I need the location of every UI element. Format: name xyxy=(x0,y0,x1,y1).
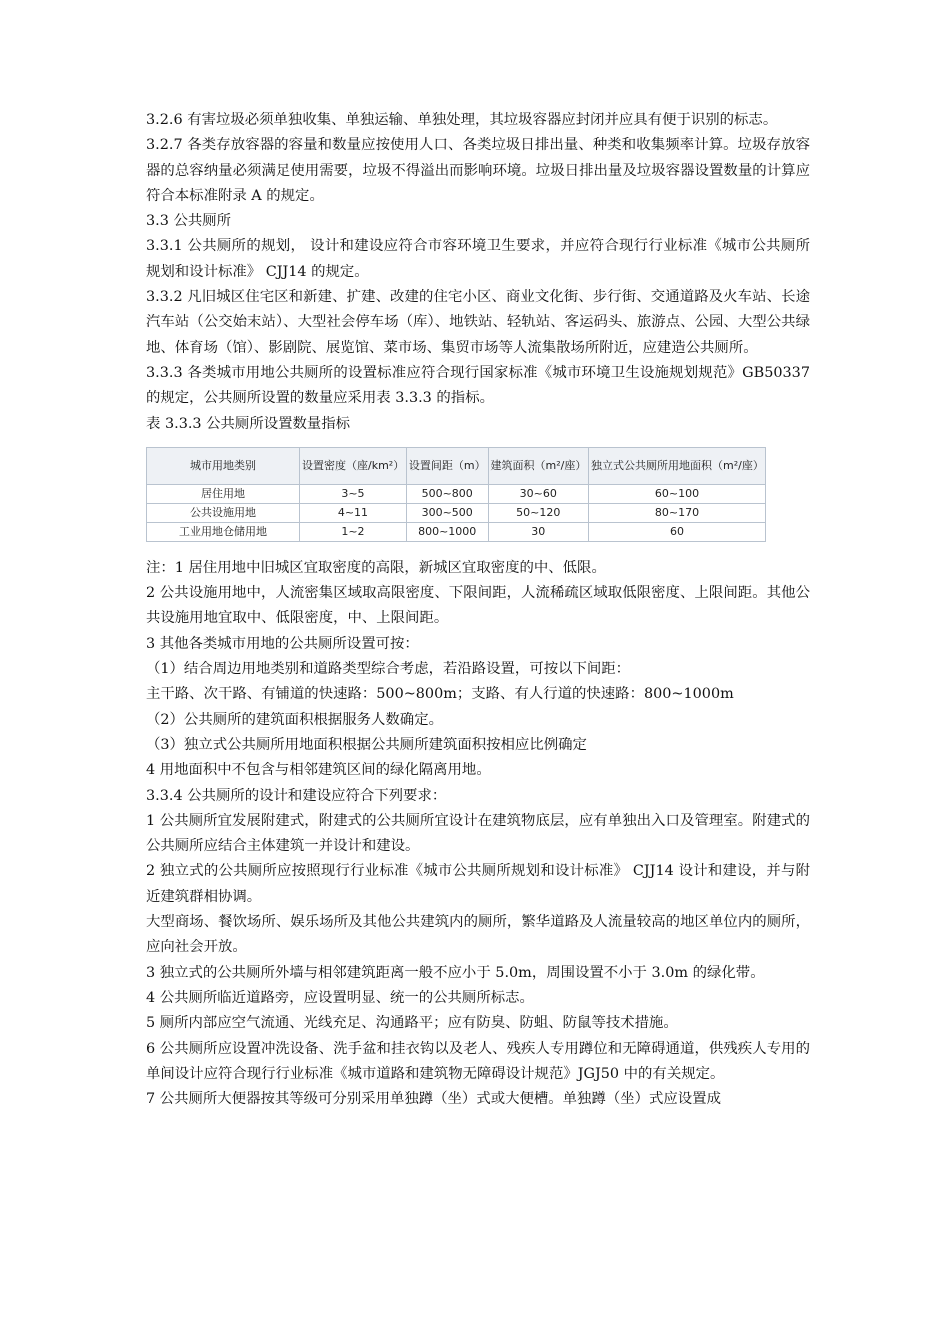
table-header-cell: 设置间距（m） xyxy=(406,447,488,484)
table-cell: 30~60 xyxy=(488,484,589,503)
table-caption: 表 3.3.3 公共厕所设置数量指标 xyxy=(146,415,351,432)
table-cell: 60~100 xyxy=(589,484,766,503)
document-page xyxy=(146,108,810,1112)
requirement-2-detail: 大型商场、餐饮场所、娱乐场所及其他公共建筑内的厕所，繁华道路及人流量较高的地区单位内的厕所，应向社会开放。 xyxy=(146,914,810,956)
table-header-cell: 设置密度（座/km²） xyxy=(300,447,407,484)
table-cell: 300~500 xyxy=(406,503,488,522)
note-1: 注：1 居住用地中旧城区宜取密度的高限，新城区宜取密度的中、低限。 xyxy=(146,559,606,576)
paragraph-3-3-4: 3.3.4 公共厕所的设计和建设应符合下列要求： xyxy=(146,787,447,804)
paragraph-3-3-1: 3.3.1 公共厕所的规划， 设计和建设应符合市容环境卫生要求，并应符合现行行业标准《城市公共厕所规划和设计标准》 CJJ14 的规定。 xyxy=(146,238,810,280)
note-3-item-3: （3）独立式公共厕所用地面积根据公共厕所建筑面积按相应比例确定 xyxy=(146,736,587,753)
table-row xyxy=(147,484,766,503)
table-cell: 3~5 xyxy=(300,484,407,503)
requirement-7: 7 公共厕所大便器按其等级可分别采用单独蹲（坐）式或大便槽。单独蹲（坐）式应设置成 xyxy=(146,1091,721,1108)
requirement-3: 3 独立式的公共厕所外墙与相邻建筑距离一般不应小于 5.0m，周围设置不小于 3.0m 的绿化带。 xyxy=(146,964,765,981)
requirement-1: 1 公共厕所宜发展附建式，附建式的公共厕所宜设计在建筑物底层，应有单独出入口及管理室。附建式的公共厕所应结合主体建筑一并设计和建设。 xyxy=(146,812,810,855)
note-3: 3 其他各类城市用地的公共厕所设置可按： xyxy=(146,635,419,652)
note-3-item-2: （2）公共厕所的建筑面积根据服务人数确定。 xyxy=(146,711,443,728)
table-cell: 800~1000 xyxy=(406,522,488,541)
toilet-quota-table xyxy=(146,447,766,542)
paragraph-3-2-7: 3.2.7 各类存放容器的容量和数量应按使用人口、各类垃圾日排出量、种类和收集频率计算。垃圾存放容器的总容纳量必须满足使用需要，垃圾不得溢出而影响环境。垃圾日排出量及垃圾容器设置数量的计算应符合本标准附录 A 的规定。 xyxy=(146,137,810,204)
table-header-cell: 独立式公共厕所用地面积（m²/座） xyxy=(589,447,766,484)
table-cell: 居住用地 xyxy=(147,484,300,503)
requirement-4: 4 公共厕所临近道路旁，应设置明显、统一的公共厕所标志。 xyxy=(146,989,534,1006)
note-3-item-1: （1）结合周边用地类别和道路类型综合考虑，若沿路设置，可按以下间距： xyxy=(146,661,631,678)
paragraph-3-3-2: 3.3.2 凡旧城区住宅区和新建、扩建、改建的住宅小区、商业文化街、步行街、交通道路及火车站、长途汽车站（公交始末站）、大型社会停车场（库）、地铁站、轻轨站、客运码头、旅游点、公园、大型公共绿地、体育场（馆）、影剧院、展览馆、菜市场、集贸市场等人流集散场所附近，应建造公共厕所。 xyxy=(146,289,810,356)
table-row xyxy=(147,503,766,522)
table-cell: 60 xyxy=(589,522,766,541)
paragraph-3-2-6: 3.2.6 有害垃圾必须单独收集、单独运输、单独处理，其垃圾容器应封闭并应具有便于识别的标志。 xyxy=(146,112,778,128)
note-2: 2 公共设施用地中，人流密集区域取高限密度、下限间距，人流稀疏区域取低限密度、上限间距。其他公共设施用地宜取中、低限密度，中、上限间距。 xyxy=(146,585,810,627)
table-cell: 80~170 xyxy=(589,503,766,522)
table-header-cell: 城市用地类别 xyxy=(147,447,300,484)
table-cell: 1~2 xyxy=(300,522,407,541)
table-cell: 4~11 xyxy=(300,503,407,522)
table-cell: 公共设施用地 xyxy=(147,503,300,522)
requirement-5: 5 厕所内部应空气流通、光线充足、沟通路平；应有防臭、防蛆、防鼠等技术措施。 xyxy=(146,1015,678,1032)
table-header-row xyxy=(147,447,766,484)
table-row xyxy=(147,522,766,541)
table-cell: 工业用地仓储用地 xyxy=(147,522,300,541)
spacer xyxy=(146,542,810,556)
table-cell: 500~800 xyxy=(406,484,488,503)
requirement-2: 2 独立式的公共厕所应按照现行行业标准《城市公共厕所规划和设计标准》 CJJ14 设计和建设，并与附近建筑群相协调。 xyxy=(146,863,810,905)
table-header-cell: 建筑面积（m²/座） xyxy=(488,447,589,484)
note-4: 4 用地面积中不包含与相邻建筑区间的绿化隔离用地。 xyxy=(146,762,491,779)
table-cell: 30 xyxy=(488,522,589,541)
requirement-6: 6 公共厕所应设置冲洗设备、洗手盆和挂衣钩以及老人、残疾人专用蹲位和无障碍通道，供残疾人专用的单间设计应符合现行行业标准《城市道路和建筑物无障碍设计规范》JGJ50 中的有关规定。 xyxy=(146,1040,810,1082)
table-cell: 50~120 xyxy=(488,503,589,522)
note-3-item-1-detail: 主干路、次干路、有铺道的快速路：500~800m；支路、有人行道的快速路：800~1000m xyxy=(146,686,734,703)
paragraph-3-3-3: 3.3.3 各类城市用地公共厕所的设置标准应符合现行国家标准《城市环境卫生设施规划规范》GB50337 的规定，公共厕所设置的数量应采用表 3.3.3 的指标。 xyxy=(146,364,810,407)
section-heading-3-3: 3.3 公共厕所 xyxy=(146,213,232,230)
